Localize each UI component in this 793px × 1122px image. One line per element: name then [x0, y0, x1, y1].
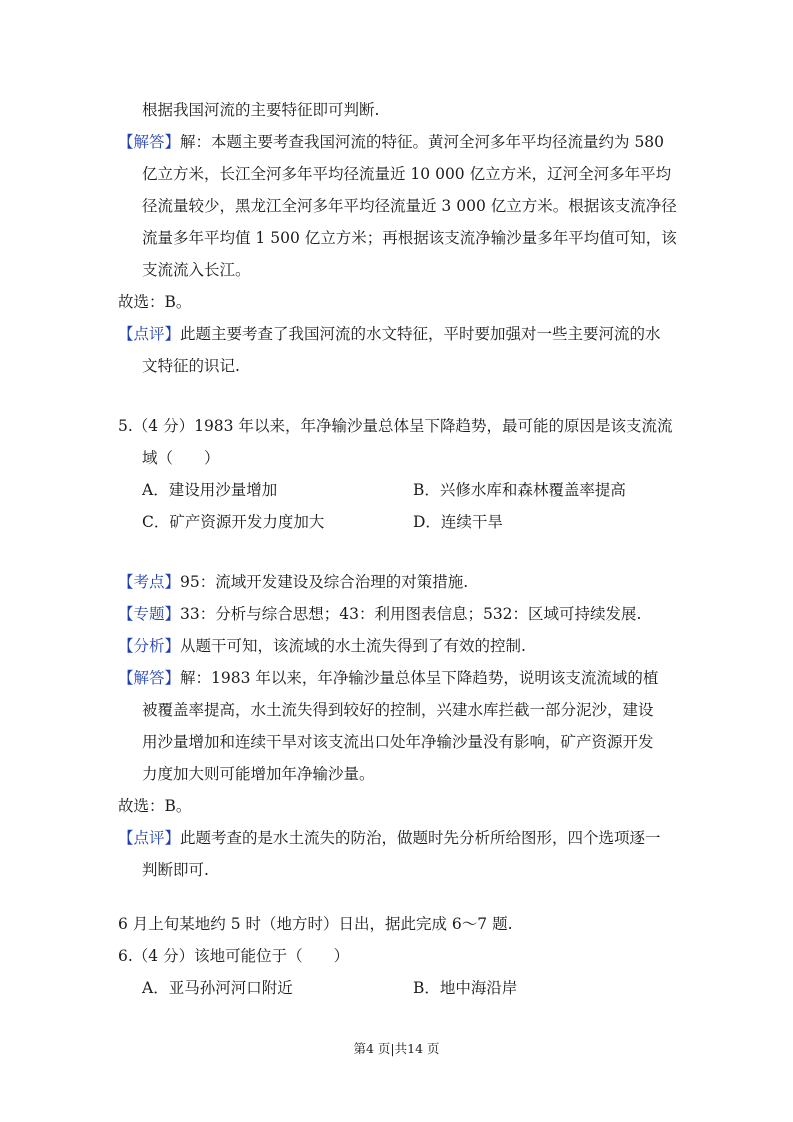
kaodian-tag: 【考点】	[118, 573, 181, 591]
q4-jieda-line-2: 亿立方米，长江全河多年平均径流量近 10 000 亿立方米，辽河全河多年平均	[142, 165, 672, 183]
q5-answer: 故选：B。	[118, 797, 192, 815]
q5-stem-line-2: 域（ ）	[142, 449, 220, 467]
q5-fenxi: 【分析】从题干可知，该流域的水土流失得到了有效的控制.	[118, 637, 526, 655]
q5-stem-line-1: 5.（4 分）1983 年以来，年净输沙量总体呈下降趋势，最可能的原因是该支流流	[118, 417, 673, 435]
q5-jieda-line-4: 力度加大则可能增加年净输沙量。	[142, 765, 375, 783]
q5-option-b: B．兴修水库和森林覆盖率提高	[413, 481, 626, 499]
page-footer: 第4 页|共14 页	[353, 1041, 440, 1056]
q6-option-b: B．地中海沿岸	[413, 979, 518, 997]
q6-option-a: A．亚马孙河河口附近	[142, 979, 293, 997]
q4-dianping-line-2: 文特征的识记.	[142, 357, 240, 375]
q5-option-a: A．建设用沙量增加	[142, 481, 278, 499]
q5-jieda-line-3: 用沙量增加和连续干旱对该支流出口处年净输沙量没有影响，矿产资源开发	[142, 733, 654, 751]
q5-jieda-line-1: 【解答】解：1983 年以来，年净输沙量总体呈下降趋势，说明该支流流域的植	[118, 669, 659, 687]
q5-option-d: D．连续干旱	[413, 513, 503, 531]
q5-dianping-line-2: 判断即可.	[142, 861, 209, 879]
q6-stem: 6.（4 分）该地可能位于（ ）	[118, 947, 350, 965]
q5-kaodian: 【考点】95：流域开发建设及综合治理的对策措施.	[118, 573, 469, 591]
q4-jieda-line-1: 【解答】解：本题主要考查我国河流的特征。黄河全河多年平均径流量约为 580	[118, 133, 665, 151]
q4-jieda-line-4: 流量多年平均值 1 500 亿立方米；再根据该支流净输沙量多年平均值可知，该	[142, 229, 677, 247]
fenxi-continuation: 根据我国河流的主要特征即可判断.	[142, 101, 380, 119]
q5-option-c: C．矿产资源开发力度加大	[142, 513, 325, 531]
q5-zhuanti: 【专题】33：分析与综合思想；43：利用图表信息；532：区域可持续发展.	[118, 605, 642, 623]
jieda-tag: 【解答】	[118, 133, 181, 151]
q4-answer: 故选：B。	[118, 293, 192, 311]
q4-jieda-line-3: 径流量较少，黑龙江全河多年平均径流量近 3 000 亿立方米。根据该支流净径	[142, 197, 677, 215]
q4-dianping-line-1: 【点评】此题主要考查了我国河流的水文特征，平时要加强对一些主要河流的水	[118, 325, 661, 343]
zhuanti-tag: 【专题】	[118, 605, 181, 623]
q6-intro: 6 月上旬某地约 5 时（地方时）日出，据此完成 6～7 题.	[118, 915, 513, 933]
q5-jieda-line-2: 被覆盖率提高，水土流失得到较好的控制，兴建水库拦截一部分泥沙，建设	[142, 701, 654, 719]
q5-dianping-line-1: 【点评】此题考查的是水土流失的防治，做题时先分析所给图形，四个选项逐一	[118, 829, 661, 847]
q4-jieda-line-5: 支流流入长江。	[142, 261, 251, 279]
fenxi-tag: 【分析】	[118, 637, 181, 655]
dianping-tag: 【点评】	[118, 829, 181, 847]
jieda-tag: 【解答】	[118, 669, 181, 687]
dianping-tag: 【点评】	[118, 325, 181, 343]
